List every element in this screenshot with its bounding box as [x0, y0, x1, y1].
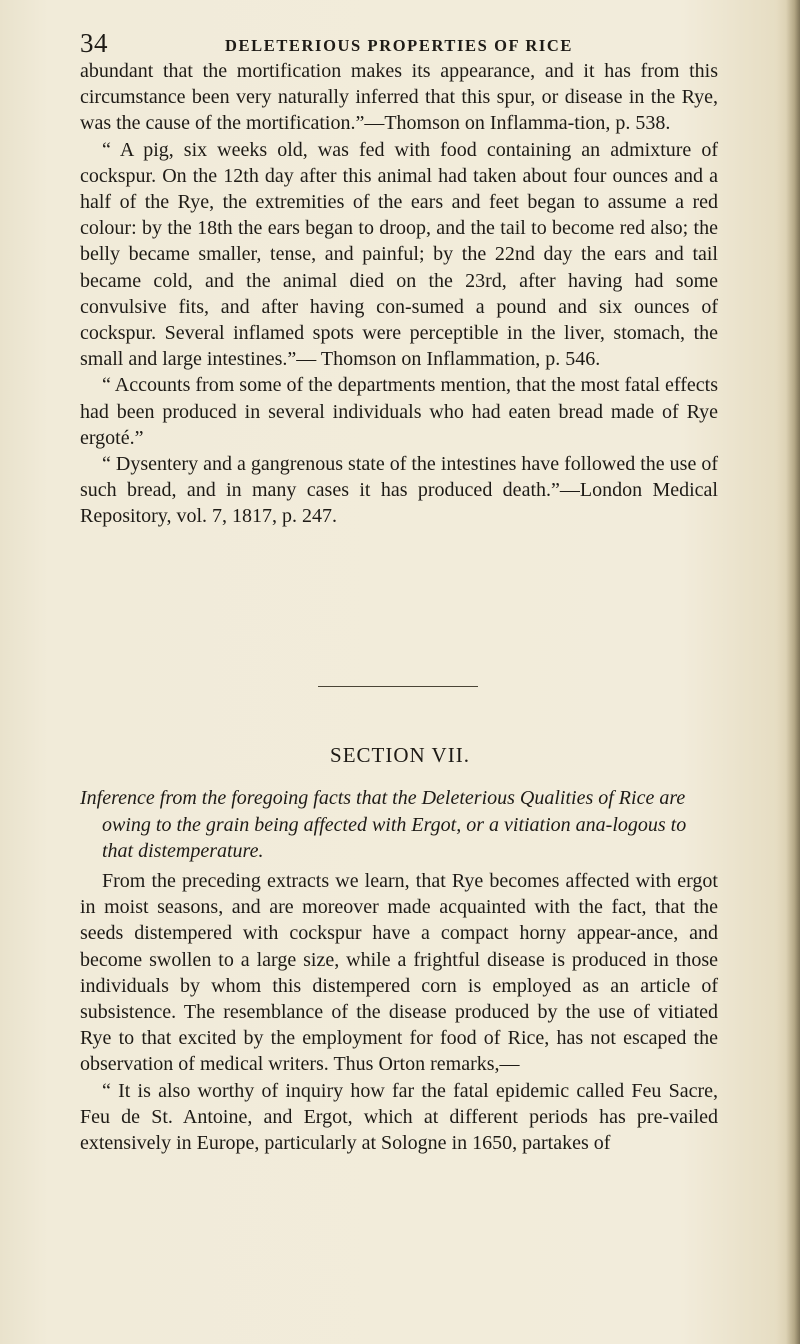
body-text-bottom	[80, 868, 718, 1156]
paragraph-dysentery-quote: “ Dysentery and a gangrenous state of the intestines have followed the use of such bread, and in many cases it has produced death.”—London Medical Repository, vol. 7, 1817, p. 247.	[80, 453, 718, 528]
paragraph-continuation: abundant that the mortification makes its appearance, and it has from this circumstance been very naturally inferred that this spur, or disease in the Rye, was the cause of the mortification.”—Thomson on Inflamma-tion, p. 538.	[80, 60, 718, 135]
page-edge-shadow	[786, 0, 800, 1344]
section-subtitle: Inference from the foregoing facts that the Deleterious Qualities of Rice are owing to the grain being affected with Ergot, or a vitiation ana-logous to that distemperature.	[80, 787, 687, 862]
running-title: DELETERIOUS PROPERTIES OF RICE	[225, 36, 573, 55]
paragraph-pig-quote: “ A pig, six weeks old, was fed with food containing an admixture of cockspur. On the 12th day after this animal had taken about four ounces and a half of the Rye, the extremities of the ears and feet began to assume a red colour: by the 18th the ears began to droop, and the tail to become red also; the belly became smaller, tense, and painful; by the 22nd day the ears and tail became cold, and the animal died on the 23rd, after having had some convulsive fits, and after having con-sumed a pound and six ounces of cockspur. Several inflamed spots were perceptible in the liver, stomach, the small and large intestines.”— Thomson on Inflammation, p. 546.	[80, 138, 718, 371]
page-header	[80, 28, 730, 62]
section-divider	[318, 686, 478, 687]
paragraph-orton-quote: “ It is also worthy of inquiry how far the fatal epidemic called Feu Sacre, Feu de St. Antoine, and Ergot, which at different periods has pre-vailed extensively in Europe, particularly at Sologne in 1650, partakes of	[80, 1079, 718, 1155]
page-number: 34	[80, 28, 108, 58]
paragraph-preceding-extracts: From the preceding extracts we learn, that Rye becomes affected with ergot in moist seasons, and are moreover made acquainted with the fact, that the seeds distempered with cockspur have a compact horny appear-ance, and become swollen to a large size, while a frightful disease is produced in those individuals by whom this distempered corn is employed as an article of subsistence. The resemblance of the disease produced by the use of vitiated Rye to that excited by the employment for food of Rice, has not escaped the observation of medical writers. Thus Orton remarks,—	[80, 870, 718, 1076]
body-text-top	[80, 58, 718, 530]
paragraph-accounts-quote: “ Accounts from some of the departments mention, that the most fatal effects had been produced in several individuals who had eaten bread made of Rye ergoté.”	[80, 374, 718, 449]
section-heading: SECTION VII.	[330, 743, 470, 767]
